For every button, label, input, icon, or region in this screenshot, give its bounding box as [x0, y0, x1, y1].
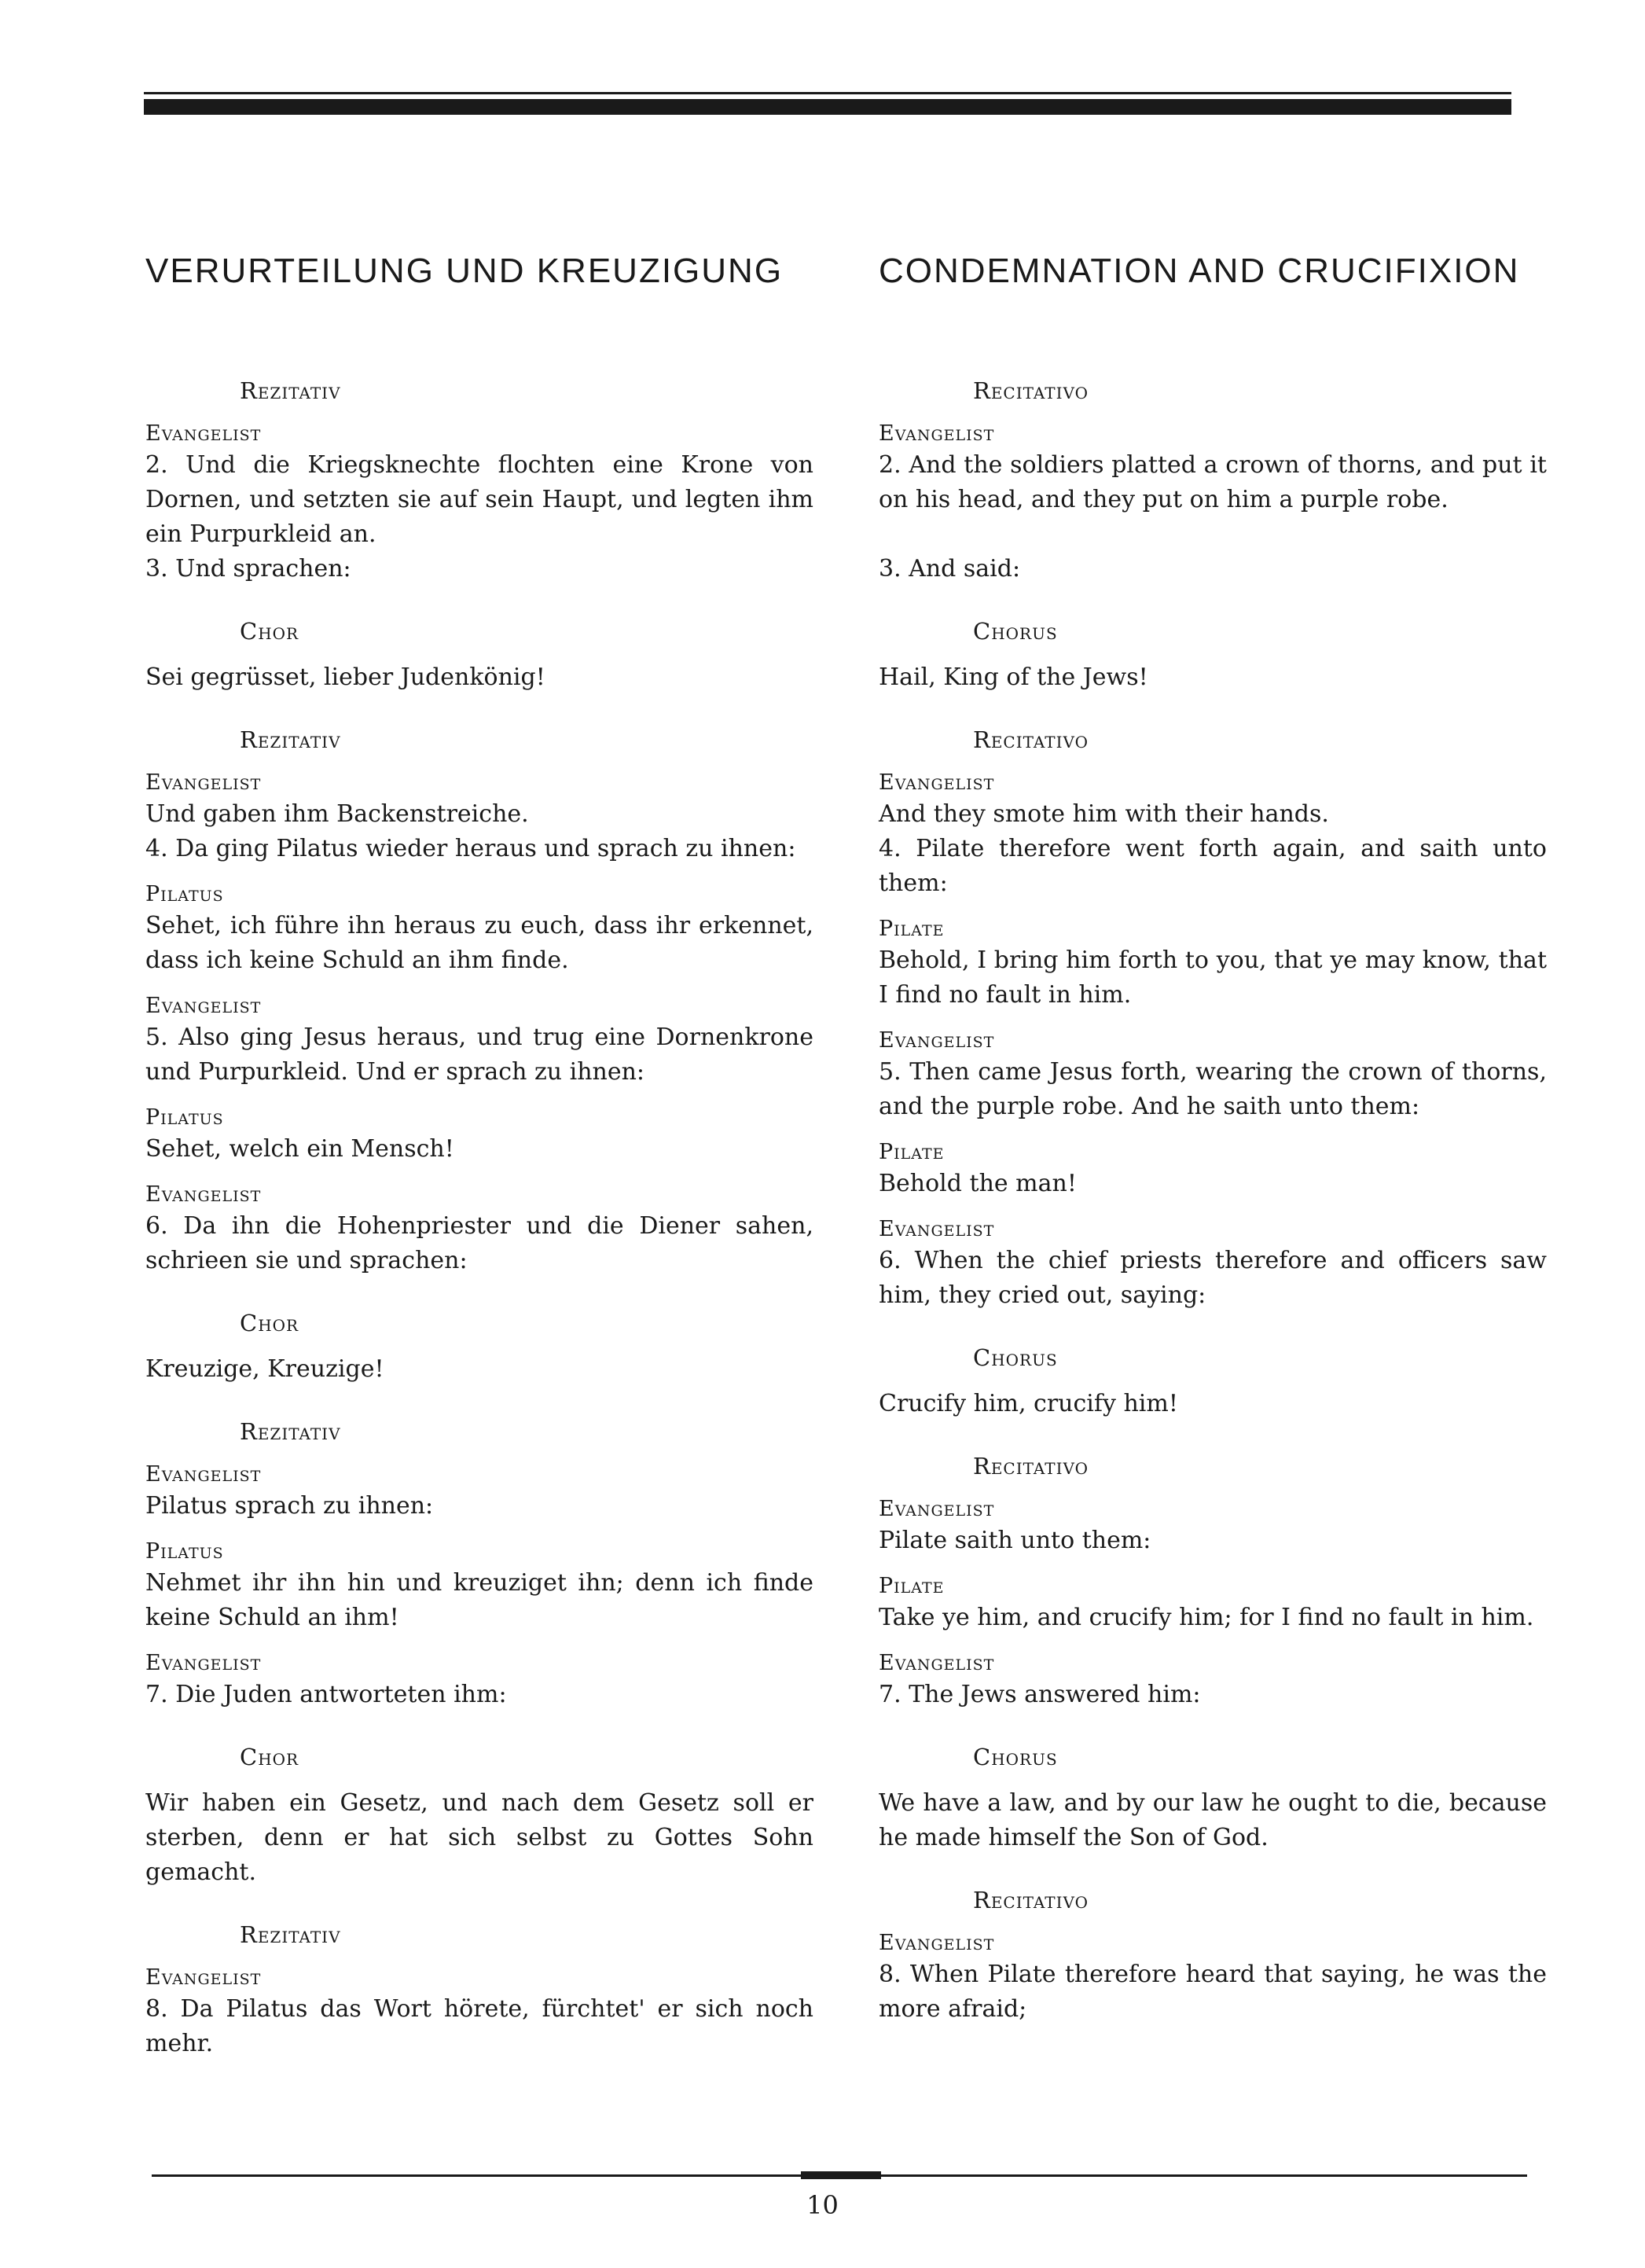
- english-title: CONDEMNATION AND CRUCIFIXION: [879, 252, 1520, 290]
- speech-block: [145, 992, 813, 1090]
- section-heading: Rezitativ: [240, 377, 341, 404]
- speech-block: [145, 880, 813, 978]
- speech-text: 8. When Pilate therefore heard that saying, he was the more afraid;: [879, 1961, 1547, 2023]
- speech-block: [879, 1572, 1547, 1635]
- speaker-name: Pilatus: [145, 882, 224, 906]
- speaker-name: Evangelist: [879, 770, 995, 795]
- section-heading: Recitativo: [973, 726, 1089, 753]
- speech-text: 5. Also ging Jesus heraus, und trug eine Dornenkrone und Purpurkleid. Und er sprach zu ihnen:: [145, 1024, 813, 1086]
- speaker-name: Evangelist: [879, 421, 995, 446]
- section-heading: Recitativo: [973, 1887, 1089, 1913]
- section: [879, 1887, 1547, 2027]
- speaker-name: Evangelist: [879, 1931, 995, 1955]
- speech-text: 7. Die Juden antworteten ihm:: [145, 1681, 507, 1708]
- speaker-name: Evangelist: [145, 770, 262, 795]
- speech-block: [145, 1538, 813, 1635]
- section: [145, 1744, 813, 1890]
- section-heading: Rezitativ: [240, 1418, 341, 1445]
- speech-text: Kreuzige, Kreuzige!: [145, 1355, 384, 1383]
- speech-block: [145, 1649, 813, 1712]
- speaker-name: Pilate: [879, 917, 945, 941]
- section-heading: Rezitativ: [240, 1921, 341, 1948]
- speech-block: [879, 1495, 1547, 1558]
- section: [879, 1744, 1547, 1855]
- speaker-name: Evangelist: [145, 994, 262, 1018]
- speech-block: [145, 1352, 813, 1387]
- section: [879, 618, 1547, 695]
- speech-text: Behold the man!: [879, 1170, 1077, 1197]
- speaker-name: Pilatus: [145, 1105, 224, 1130]
- speaker-name: Evangelist: [145, 1462, 262, 1487]
- speech-block: [145, 660, 813, 695]
- speech-text: Und gaben ihm Backenstreiche. 4. Da ging Pilatus wieder heraus und sprach zu ihnen:: [145, 800, 796, 862]
- section: [145, 1310, 813, 1387]
- speaker-name: Evangelist: [879, 1028, 995, 1053]
- section-heading: Recitativo: [973, 377, 1089, 404]
- speech-text: 5. Then came Jesus forth, wearing the crown of thorns, and the purple robe. And he saith unto them:: [879, 1058, 1547, 1120]
- speaker-name: Evangelist: [145, 421, 262, 446]
- speech-text: 2. Und die Kriegsknechte flochten eine Krone von Dornen, und setzten sie auf sein Haupt, und legten ihm ein Purpurkleid an. 3. Und sprachen:: [145, 451, 813, 583]
- section: [879, 726, 1547, 1313]
- speech-text: Sehet, welch ein Mensch!: [145, 1135, 454, 1163]
- speech-block: [879, 769, 1547, 901]
- section: [145, 1921, 813, 2061]
- speech-text: Take ye him, and crucify him; for I find no fault in him.: [879, 1604, 1534, 1631]
- german-title: VERURTEILUNG UND KREUZIGUNG: [145, 252, 784, 290]
- speech-text: Pilate saith unto them:: [879, 1527, 1151, 1554]
- speech-block: [879, 1138, 1547, 1201]
- speech-text: 6. When the chief priests therefore and officers saw him, they cried out, saying:: [879, 1247, 1547, 1309]
- speech-block: [879, 1027, 1547, 1124]
- speech-text: We have a law, and by our law he ought to die, because he made himself the Son of God.: [879, 1789, 1547, 1851]
- speech-block: [879, 1215, 1547, 1313]
- section-heading: Recitativo: [973, 1453, 1089, 1480]
- speech-block: [145, 1461, 813, 1524]
- bottom-rule-mark: [801, 2171, 881, 2179]
- speaker-name: Evangelist: [879, 1217, 995, 1241]
- speaker-name: Evangelist: [145, 1965, 262, 1990]
- top-rule-thick: [144, 99, 1511, 115]
- speech-text: Crucify him, crucify him!: [879, 1390, 1178, 1417]
- speech-block: [145, 420, 813, 586]
- speech-text: 6. Da ihn die Hohenpriester und die Diener sahen, schrieen sie und sprachen:: [145, 1212, 813, 1274]
- speaker-name: Pilate: [879, 1574, 945, 1598]
- section: [879, 1344, 1547, 1421]
- section-heading: Rezitativ: [240, 726, 341, 753]
- section: [879, 1453, 1547, 1712]
- speech-block: [145, 1181, 813, 1278]
- speech-block: [879, 660, 1547, 695]
- section-heading: Chor: [240, 618, 299, 645]
- section-heading: Chor: [240, 1744, 299, 1770]
- speaker-name: Pilate: [879, 1140, 945, 1164]
- speech-block: [145, 1104, 813, 1167]
- speech-block: [879, 915, 1547, 1013]
- section-heading: Chorus: [973, 618, 1058, 645]
- speaker-name: Evangelist: [145, 1651, 262, 1675]
- speech-text: Wir haben ein Gesetz, und nach dem Gesetz soll er sterben, denn er hat sich selbst zu Gottes Sohn gemacht.: [145, 1789, 813, 1886]
- speech-block: [879, 1786, 1547, 1855]
- speech-text: Sehet, ich führe ihn heraus zu euch, dass ihr erkennet, dass ich keine Schuld an ihm finde.: [145, 912, 813, 974]
- speech-text: 8. Da Pilatus das Wort hörete, fürchtet' er sich noch mehr.: [145, 1995, 813, 2057]
- section-heading: Chorus: [973, 1344, 1058, 1371]
- speech-block: [145, 769, 813, 866]
- section-heading: Chor: [240, 1310, 299, 1336]
- english-column: [879, 252, 1547, 2058]
- speech-text: And they smote him with their hands. 4. Pilate therefore went forth again, and saith unto them:: [879, 800, 1547, 897]
- section: [145, 1418, 813, 1712]
- speaker-name: Evangelist: [879, 1497, 995, 1521]
- speech-text: Sei gegrüsset, lieber Judenkönig!: [145, 663, 545, 691]
- speech-text: 2. And the soldiers platted a crown of thorns, and put it on his head, and they put on him a purple robe. 3. And said:: [879, 451, 1547, 583]
- speech-block: [145, 1964, 813, 2061]
- section-heading: Chorus: [973, 1744, 1058, 1770]
- speaker-name: Evangelist: [879, 1651, 995, 1675]
- page-number: 10: [806, 2190, 839, 2220]
- speaker-name: Pilatus: [145, 1539, 224, 1564]
- section: [145, 377, 813, 586]
- speech-block: [879, 420, 1547, 586]
- speech-block: [879, 1649, 1547, 1712]
- speech-text: 7. The Jews answered him:: [879, 1681, 1201, 1708]
- german-column: [145, 252, 813, 2093]
- speech-block: [879, 1387, 1547, 1421]
- section: [145, 618, 813, 695]
- speech-block: [879, 1929, 1547, 2027]
- english-sections: [879, 377, 1547, 2027]
- section: [879, 377, 1547, 586]
- section: [145, 726, 813, 1278]
- speech-block: [145, 1786, 813, 1890]
- speaker-name: Evangelist: [145, 1182, 262, 1207]
- speech-text: Hail, King of the Jews!: [879, 663, 1148, 691]
- german-sections: [145, 377, 813, 2061]
- speech-text: Behold, I bring him forth to you, that ye may know, that I find no fault in him.: [879, 947, 1547, 1009]
- top-rule-thin: [144, 92, 1511, 94]
- speech-text: Pilatus sprach zu ihnen:: [145, 1492, 434, 1520]
- speech-text: Nehmet ihr ihn hin und kreuziget ihn; denn ich finde keine Schuld an ihm!: [145, 1569, 813, 1631]
